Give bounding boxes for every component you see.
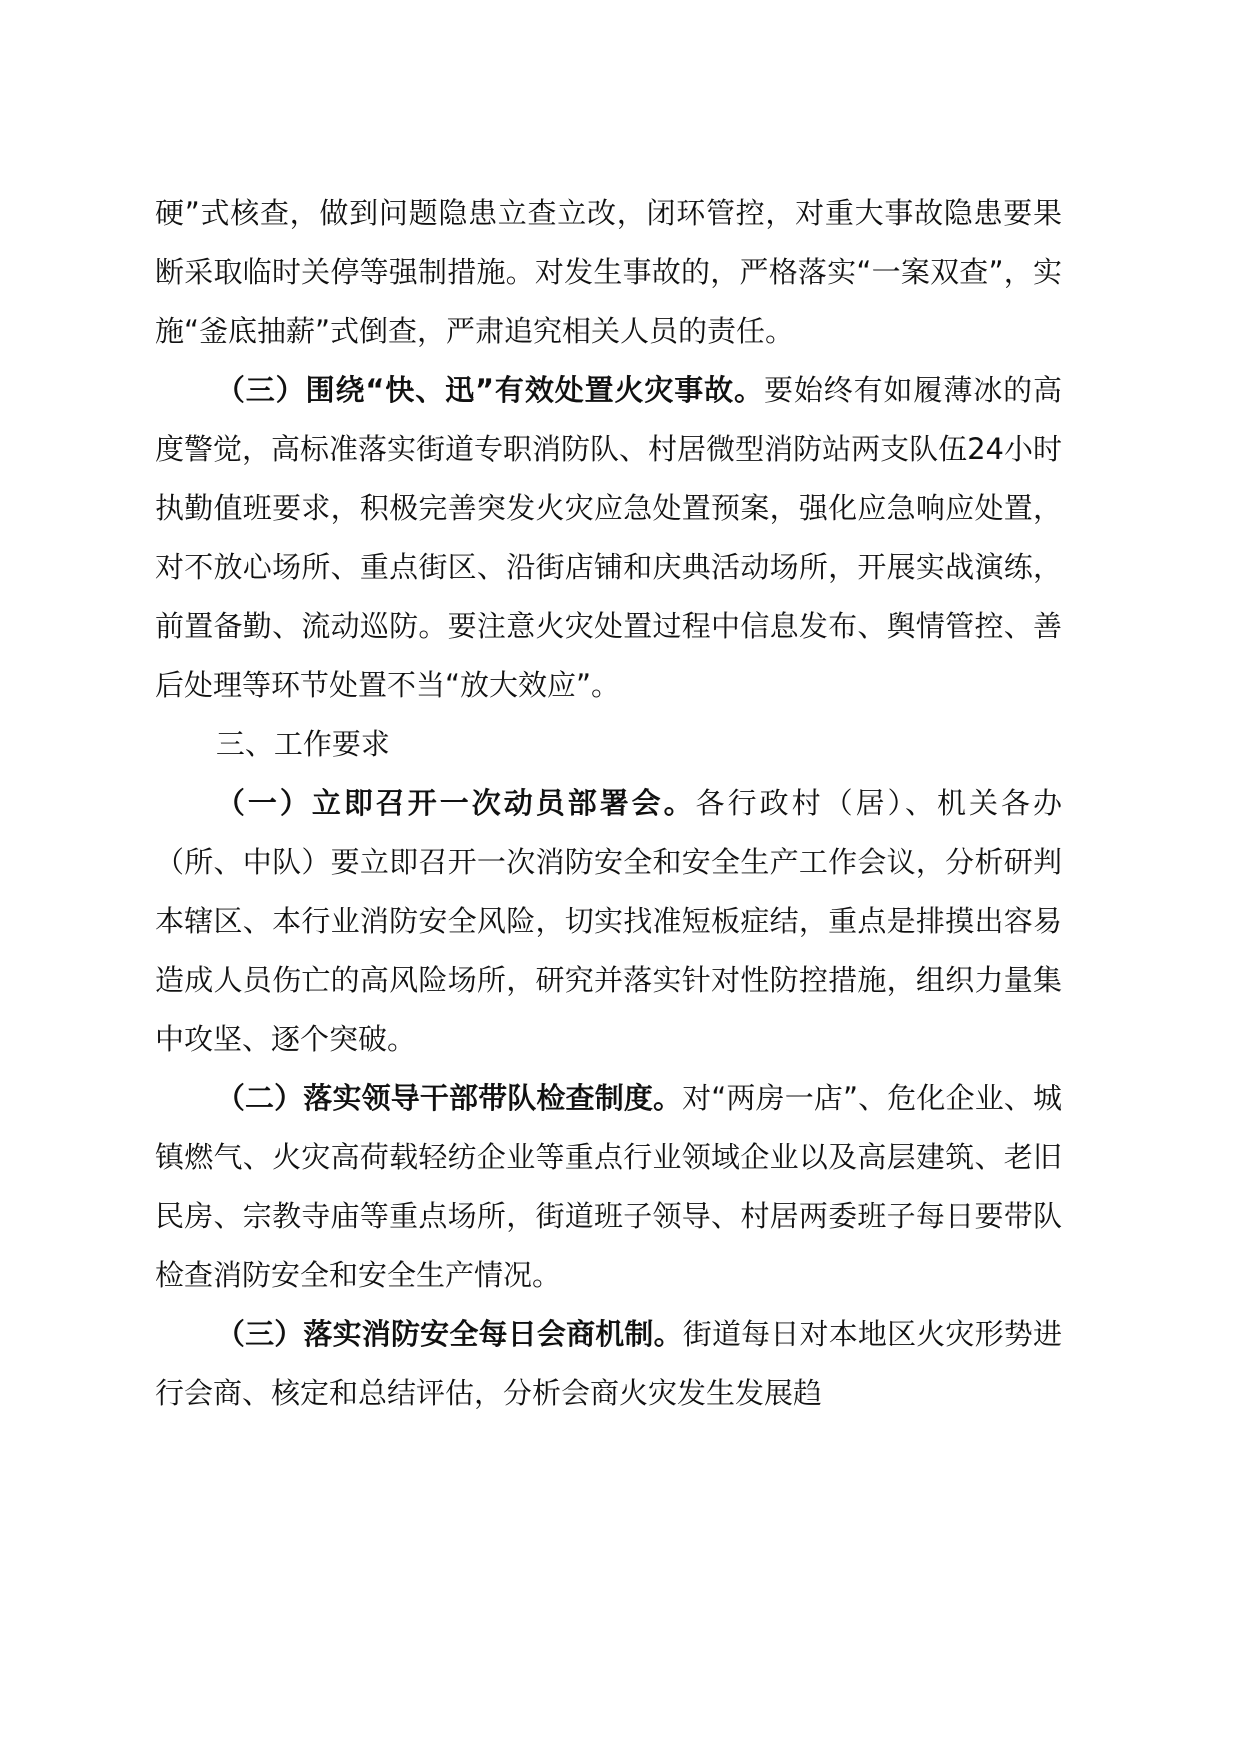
section-heading xyxy=(155,715,1062,774)
paragraph-5-lead: （二）落实领导干部带队检查制度。 xyxy=(215,1081,683,1115)
paragraph-5-text: 对“两房一店”、危化企业、城镇燃气、火灾高荷载轻纺企业等重点行业领域企业以及高层建筑、老旧民房、宗教寺庙等重点场所，街道班子领导、村居两委班子每日要带队检查消防安全和安全生产情况。 xyxy=(155,1081,1062,1292)
paragraph-2-lead: （三）围绕“快、迅”有效处置火灾事故。 xyxy=(215,373,764,407)
document-page xyxy=(155,184,1062,1423)
paragraph-4-lead: （一）立即召开一次动员部署会。 xyxy=(215,786,696,820)
paragraph-6-text: 街道每日对本地区火灾形势进行会商、核定和总结评估，分析会商火灾发生发展趋 xyxy=(155,1317,1062,1410)
paragraph-1 xyxy=(155,184,1062,361)
section-heading-text: 三、工作要求 xyxy=(215,727,390,761)
paragraph-4 xyxy=(155,774,1062,1069)
paragraph-6 xyxy=(155,1305,1062,1423)
paragraph-1-text: 硬”式核查，做到问题隐患立查立改，闭环管控，对重大事故隐患要果断采取临时关停等强制措施。对发生事故的，严格落实“一案双查”，实施“釜底抽薪”式倒查，严肃追究相关人员的责任。 xyxy=(155,196,1062,348)
paragraph-4-text: 各行政村（居）、机关各办（所、中队）要立即召开一次消防安全和安全生产工作会议，分析研判本辖区、本行业消防安全风险，切实找准短板症结，重点是排摸出容易造成人员伤亡的高风险场所，研究并落实针对性防控措施，组织力量集中攻坚、逐个突破。 xyxy=(155,786,1062,1056)
paragraph-6-lead: （三）落实消防安全每日会商机制。 xyxy=(215,1317,683,1351)
paragraph-5 xyxy=(155,1069,1062,1305)
paragraph-2-text: 要始终有如履薄冰的高度警觉，高标准落实街道专职消防队、村居微型消防站两支队伍24小时执勤值班要求，积极完善突发火灾应急处置预案，强化应急响应处置，对不放心场所、重点街区、沿街店铺和庆典活动场所，开展实战演练，前置备勤、流动巡防。要注意火灾处置过程中信息发布、舆情管控、善后处理等环节处置不当“放大效应”。 xyxy=(155,373,1062,702)
paragraph-2 xyxy=(155,361,1062,715)
